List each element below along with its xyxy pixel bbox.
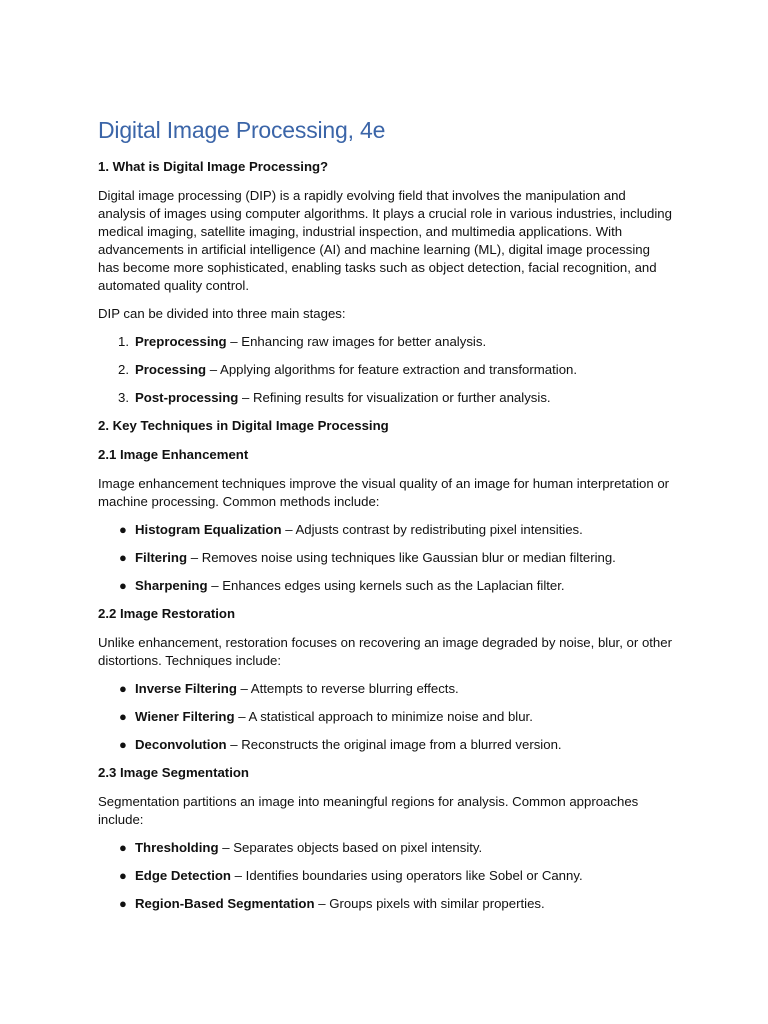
bullet-icon: ● bbox=[119, 550, 127, 565]
stages-list bbox=[98, 333, 673, 407]
list-item-desc: – Identifies boundaries using operators like Sobel or Canny. bbox=[231, 868, 583, 883]
restoration-list bbox=[98, 680, 673, 754]
list-item bbox=[119, 895, 673, 913]
segmentation-heading: 2.3 Image Segmentation bbox=[98, 765, 249, 780]
bullet-icon: ● bbox=[119, 681, 127, 696]
enhancement-heading: 2.1 Image Enhancement bbox=[98, 447, 249, 462]
restoration-heading: 2.2 Image Restoration bbox=[98, 606, 236, 621]
list-item-term: Region-Based Segmentation bbox=[135, 896, 315, 911]
section-2-heading: 2. Key Techniques in Digital Image Processing bbox=[98, 418, 389, 433]
list-item bbox=[119, 736, 673, 754]
section-1-intro: Digital image processing (DIP) is a rapidly evolving field that involves the manipulation and analysis of images using computer algorithms. It plays a crucial role in various industries, including medical imaging, satellite imaging, industrial inspection, and multimedia applications. With advancements in artificial intelligence (AI) and machine learning (ML), digital image processing has become more sophisticated, enabling tasks such as object detection, facial recognition, and automated quality control. bbox=[98, 188, 672, 293]
list-item-term: Post-processing bbox=[135, 390, 239, 405]
list-item bbox=[119, 867, 673, 885]
list-number: 2. bbox=[118, 362, 129, 377]
list-item-term: Wiener Filtering bbox=[135, 709, 235, 724]
list-item bbox=[119, 680, 673, 698]
bullet-icon: ● bbox=[119, 522, 127, 537]
bullet-icon: ● bbox=[119, 840, 127, 855]
list-item-desc: – Removes noise using techniques like Gaussian blur or median filtering. bbox=[187, 550, 616, 565]
list-item bbox=[118, 361, 673, 379]
bullet-icon: ● bbox=[119, 896, 127, 911]
segmentation-list bbox=[98, 839, 673, 913]
list-item bbox=[119, 708, 673, 726]
list-item-term: Edge Detection bbox=[135, 868, 231, 883]
list-item-desc: – Enhancing raw images for better analysis. bbox=[226, 334, 487, 349]
list-item-term: Inverse Filtering bbox=[135, 681, 237, 696]
list-item-term: Thresholding bbox=[135, 840, 219, 855]
segmentation-intro: Segmentation partitions an image into meaningful regions for analysis. Common approaches include: bbox=[98, 794, 639, 827]
restoration-intro: Unlike enhancement, restoration focuses on recovering an image degraded by noise, blur, or other distortions. Techniques include: bbox=[98, 635, 672, 668]
list-item-desc: – Applying algorithms for feature extraction and transformation. bbox=[206, 362, 578, 377]
list-item bbox=[118, 333, 673, 351]
list-item-desc: – A statistical approach to minimize noise and blur. bbox=[234, 709, 533, 724]
stages-intro: DIP can be divided into three main stages: bbox=[98, 306, 346, 321]
bullet-icon: ● bbox=[119, 737, 127, 752]
list-item-term: Histogram Equalization bbox=[135, 522, 282, 537]
document-title: Digital Image Processing, 4e bbox=[98, 117, 386, 143]
list-item-desc: – Groups pixels with similar properties. bbox=[314, 896, 545, 911]
bullet-icon: ● bbox=[119, 868, 127, 883]
list-item-desc: – Refining results for visualization or further analysis. bbox=[238, 390, 551, 405]
list-item-desc: – Reconstructs the original image from a blurred version. bbox=[226, 737, 562, 752]
list-item bbox=[119, 839, 673, 857]
list-item bbox=[118, 389, 673, 407]
list-item-desc: – Separates objects based on pixel intensity. bbox=[218, 840, 483, 855]
list-item-term: Filtering bbox=[135, 550, 188, 565]
list-number: 3. bbox=[118, 390, 129, 405]
bullet-icon: ● bbox=[119, 709, 127, 724]
list-item-desc: – Attempts to reverse blurring effects. bbox=[236, 681, 459, 696]
list-number: 1. bbox=[118, 334, 129, 349]
bullet-icon: ● bbox=[119, 578, 127, 593]
enhancement-list bbox=[98, 521, 673, 595]
list-item bbox=[119, 521, 673, 539]
list-item-term: Preprocessing bbox=[135, 334, 227, 349]
section-1-heading: 1. What is Digital Image Processing? bbox=[98, 159, 329, 174]
list-item-term: Sharpening bbox=[135, 578, 208, 593]
list-item-term: Deconvolution bbox=[135, 737, 227, 752]
enhancement-intro: Image enhancement techniques improve the visual quality of an image for human interpretation or machine processing. Common methods include: bbox=[98, 476, 670, 509]
list-item-term: Processing bbox=[135, 362, 207, 377]
list-item bbox=[119, 549, 673, 567]
list-item-desc: – Adjusts contrast by redistributing pixel intensities. bbox=[281, 522, 583, 537]
document-page bbox=[98, 112, 673, 923]
list-item bbox=[119, 577, 673, 595]
list-item-desc: – Enhances edges using kernels such as the Laplacian filter. bbox=[207, 578, 565, 593]
